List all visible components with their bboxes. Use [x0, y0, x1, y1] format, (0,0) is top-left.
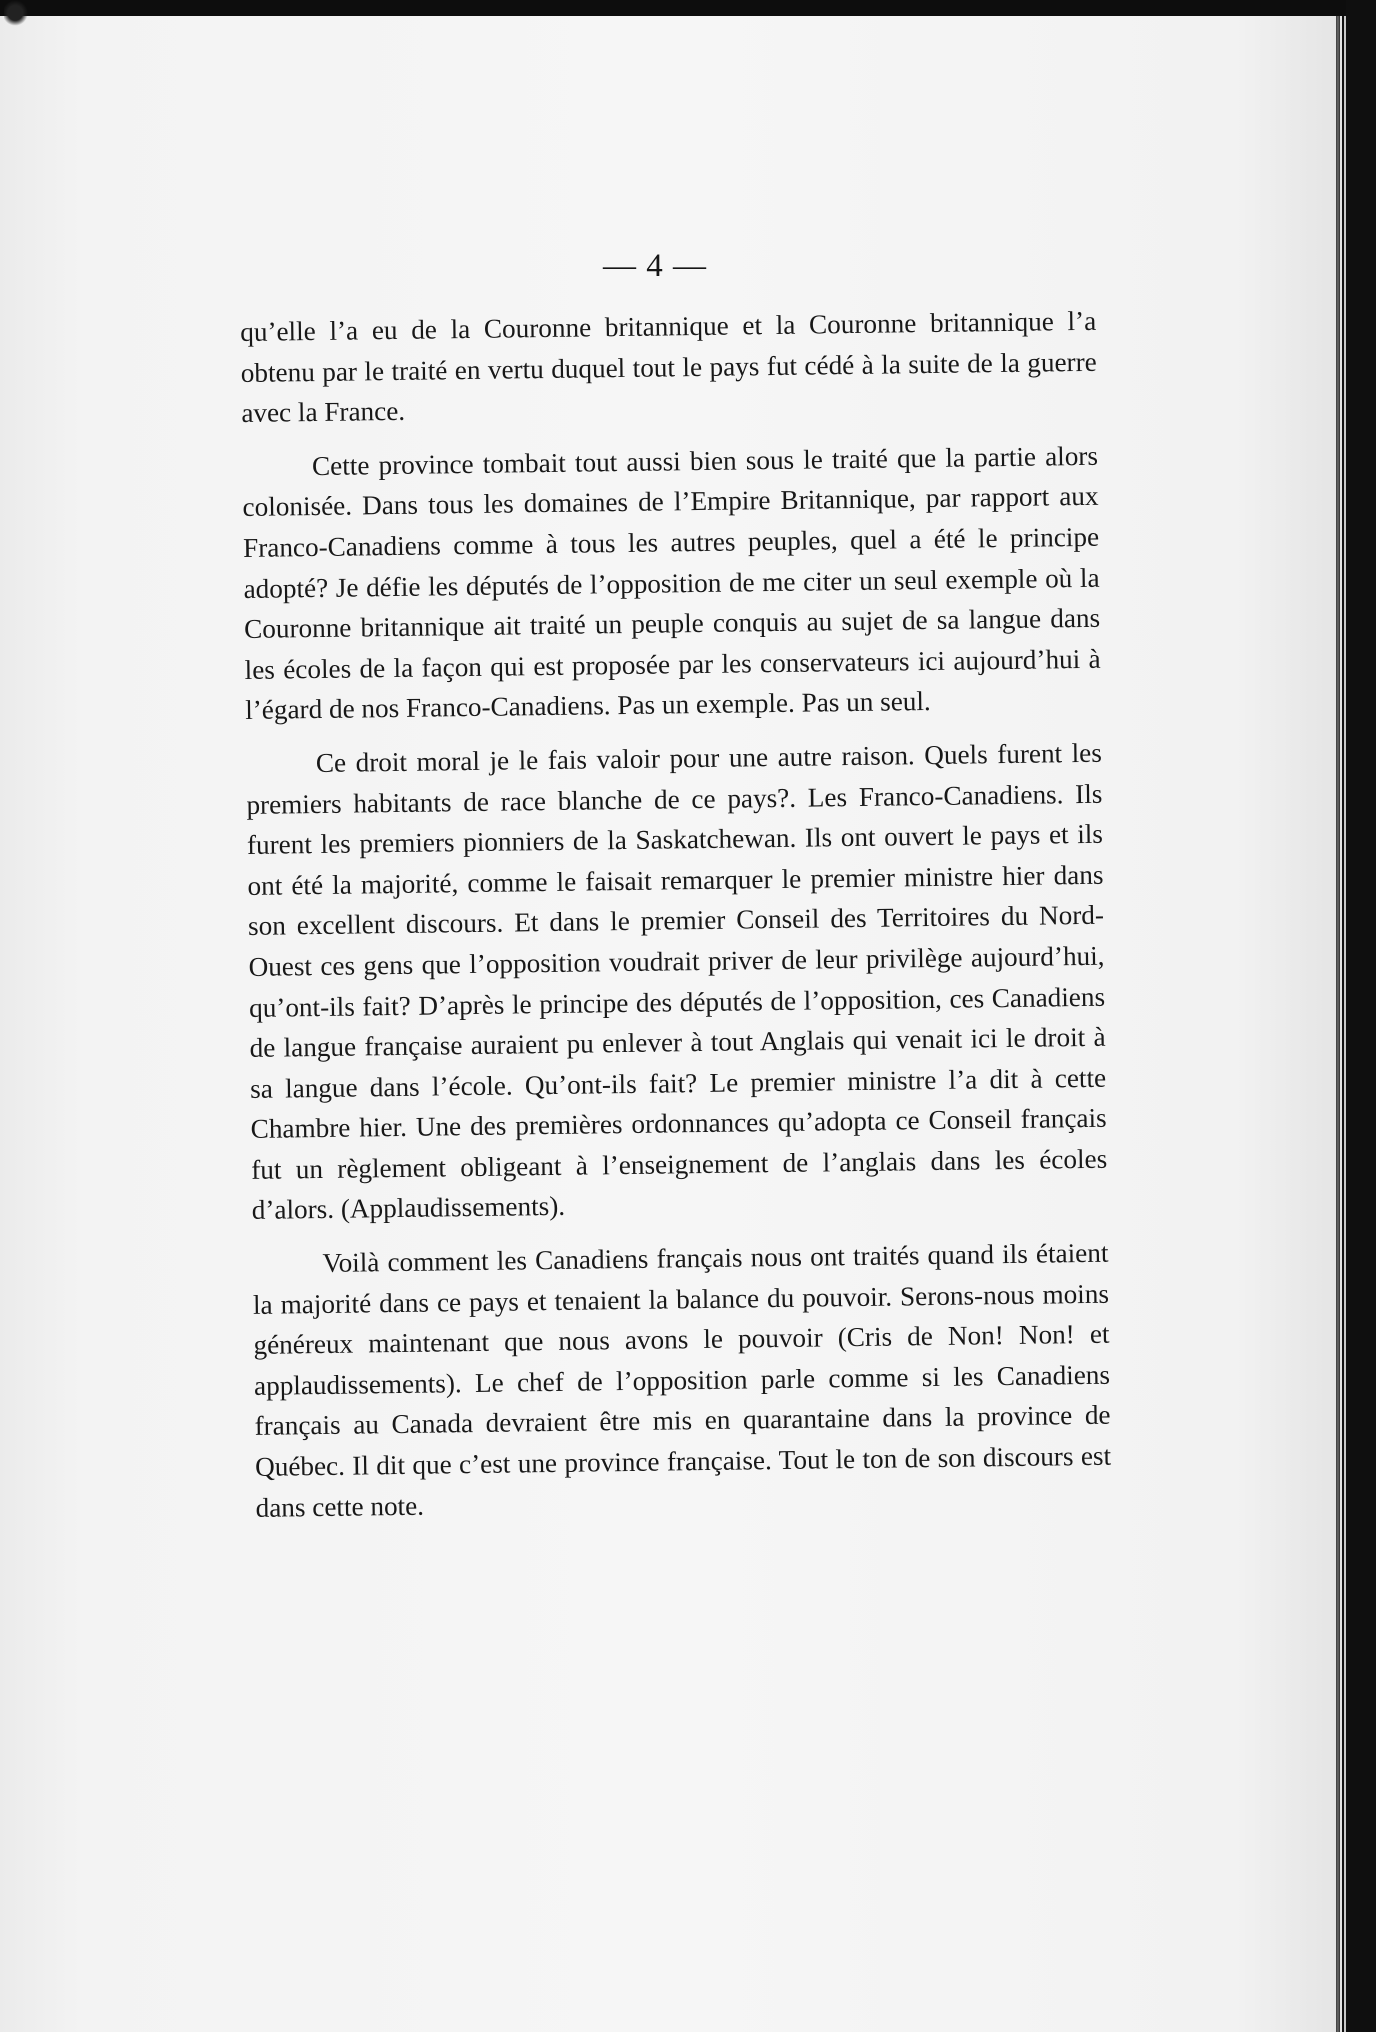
paragraph-4: Voilà comment les Canadiens français nous ont traités quand ils étaient la majorité dans ce pays et tenaient la balance du pouvoir. Serons-nous moins généreux maintenant que nous avons le pouvoir (Cris de Non! Non! et applaudissements). Le chef de l’opposition parle comme si les Canadiens français au Canada devraient être mis en quarantaine dans la province de Québec. Il dit que c’est une province française. Tout le ton de son discours est dans cette note. — [252, 1237, 1112, 1523]
scan-right-border — [1346, 0, 1376, 2032]
corner-smudge — [4, 0, 32, 26]
page-number: — 4 — — [603, 248, 707, 284]
scan-top-border — [0, 0, 1376, 16]
paragraph-3: Ce droit moral je le fais valoir pour une autre raison. Quels furent les premiers habitants de race blanche de ce pays?. Les Franco-Canadiens. Ils furent les premiers pionniers de la Saskatchewan. Ils ont ouvert le pays et ils ont été la majorité, comme le faisait remarquer le premier ministre hier dans son excellent discours. Et dans le premier Conseil des Territoires du Nord-Ouest ces gens que l’opposition voudrait priver de leur privilège aujourd’hui, qu’ont-ils fait? D’après le principe des députés de l’opposition, ces Canadiens de langue française auraient pu enlever à tout Anglais qui venait ici le droit à sa langue dans l’école. Qu’ont-ils fait? Le premier ministre l’a dit à cette Chambre hier. Une des premières ordonnances qu’adopta ce Conseil français fut un règlement obligeant à l’enseignement de l’anglais dans les écoles d’alors. (Applaudissements). — [246, 737, 1108, 1226]
paragraph-2: Cette province tombait tout aussi bien sous le traité que la partie alors colonisée. Dans tous les domaines de l’Empire Britannique, par rapport aux Franco-Canadiens comme à tous les autres peuples, quel a été le principe adopté? Je défie les députés de l’opposition de me citer un seul exemple où la Couronne britannique ait traité un peuple conquis au sujet de sa langue dans les écoles de la façon qui est proposée par les conservateurs ici aujourd’hui à l’égard de nos Franco-Canadiens. Pas un exemple. Pas un seul. — [242, 440, 1101, 726]
paragraph-1: qu’elle l’a eu de la Couronne britannique et la Couronne britannique l’a obtenu par le traité en vertu duquel tout le pays fut cédé à la suite de la guerre avec la France. — [240, 305, 1097, 429]
paper-right-edge — [1336, 16, 1340, 2032]
body-text — [240, 301, 1112, 1528]
